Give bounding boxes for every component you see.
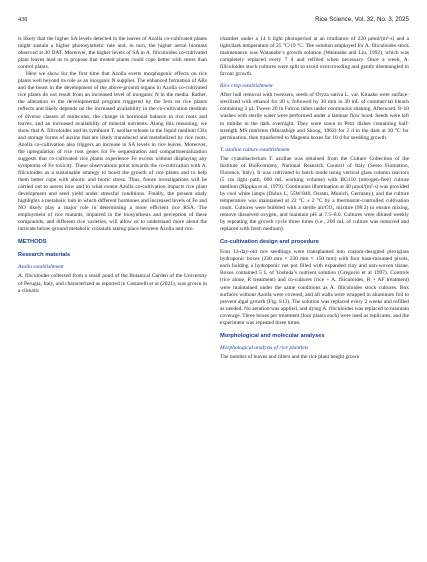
two-column-body bbox=[18, 36, 409, 361]
subsubsection-heading-morph-analysis: Morphological analysis of rice plantlets bbox=[220, 344, 309, 351]
page-header bbox=[18, 16, 409, 26]
body-paragraph: The cyanobacterium T. azollae was obtained from the Culture Collection of the Institute of BioEconomy, National Research Council of Italy (Sesto Fiorentino, Florence, Italy). It was cultivated in batch mode using vertical glass column reactors (5 cm light path, 600 mL working volume) with BG110 (nitrogen-free) culture medium (Rippka et al, 1979). Continuous illumination at 40 μmol/(m²·s) was provided by cool white lamps (Dulux L, 55W/840, Osram, Munich, Germany), and the culture temperature was maintained at 22 °C ± 2 °C by a thermostat-controlled cultivation room. Cultures were bubbled with a sterile air/CO₂ mixture (98:2) to ensure mixing, remove dissolved oxygen, and maintain pH at 7.5–8.0. Cultures were diluted weekly by repeating the growth cycle three times (i.e., 200 mL of culture was removed and replaced with fresh medium). bbox=[220, 155, 409, 233]
subsection-heading-cocultivation: Co-cultivation design and procedure bbox=[220, 239, 319, 246]
body-paragraph: The number of leaves and tillers and the rice plant height grown bbox=[220, 353, 360, 360]
left-column bbox=[18, 36, 207, 361]
subsection-heading-research-materials: Research materials bbox=[18, 252, 71, 259]
body-paragraph: Four 13-day-old rice seedlings were transplanted into custom-designed plexiglass hydroponic boxes (230 mm × 230 mm × 150 mm) with four base-mounted pivots, each holding a hydroponic net pot filled with expanded clay and non-woven tissue. Boxes contained 5 L of Yoshida’s nutrient solution (Gregorio et al 1997). Controls (rice alone, R treatment) and co-cultures (rice + A. filiculoides, R + AF treatment) were maintained under the same conditions as A. filiculoides stock cultures. Box surfaces without Azolla were covered, and all walls were wrapped in aluminum foil to prevent algal growth (Fig. S13). The solution was replaced every 2 weeks and refilled as needed. No aeration was applied, and dying A. filiculoides was replaced to maintain coverage. Three boxes per treatment (four plants each) were used as replicates, and the experiment was repeated three times. bbox=[220, 249, 409, 326]
subsection-heading-morphological: Morphological and molecular analyses bbox=[220, 332, 325, 339]
subsubsection-heading-azolla: Azolla establishment bbox=[18, 264, 64, 271]
body-paragraph: After hull removal with tweezers, seeds of Oryza sativa L. var. Kitaake were surface-sterilized with ethanol for 30 s, followed by 30 min in 30 mL of commercial bleach containing 2 μL Tween 20 in Falcon tubes under continuous shaking. Afterward, 8–10 washes with sterile water were performed under a laminar flow hood. Seeds were left to imbibe in the dark overnight. They were sown in Petri dishes containing half-strength MS nutrients (Murashige and Skoog, 1962) for 2 d in the dark at 30 °C for germination, then transferred to Magenta boxes for 10 d for seedling growth. bbox=[220, 92, 409, 141]
body-paragraph: is likely that the higher SA levels detected in the leaves of Azolla co-cultivated plants might sustain a higher photosynthetic rate and, in turn, the higher aerial biomass observed at 30 DAT. Moreover, the higher levels of SA in A. filiculoides co-cultivated plant leaves lead us to propose that treated plants could cope better with stress than control plants. bbox=[18, 36, 207, 71]
subsubsection-heading-t-azollae: T. azollae culture establishment bbox=[220, 146, 290, 153]
journal-citation: Rice Science, Vol. 32, No. 3, 2025 bbox=[315, 16, 409, 23]
section-heading-methods: METHODS bbox=[18, 239, 47, 246]
page-number: 438 bbox=[18, 16, 28, 23]
right-column bbox=[220, 36, 409, 361]
body-paragraph: chamber under a 14 h light photoperiod at an irradiance of 220 μmol/(m²·s) and a light/dark temperature of 25 °C/19 °C. The solution employed for A. filiculoides stock maintenance was Watanabe’s growth solution (Watanabe and Liu, 1992), which was completely replaced every 7 d and refilled when necessary. Once a week, A. filiculoides stock cultures were split to avoid overcrowding and gently disentangled to favour growth. bbox=[220, 36, 409, 78]
body-paragraph: Here we show for the first time that Azolla exerts morphogenic effects on rice plants well beyond its role as an inorganic N supplier. The enhanced formation of ARs and the boost in the development of the above-ground organs in Azolla co-cultivated rice plants do not result from an increased level of inorganic N in the media. Rather, the alteration in the developmental program triggered by the fern on rice plants reflects and likely depends on the increased availability in the co-cultivation medium of diverse classes of molecules, the change in hormonal balance in rice roots and leaves, and an increased availability of mineral nutrients. Along this reasoning, we show that A. filiculoides and its symbiont T. azollae release in the liquid medium CKs and storage forms of auxins that are likely transduced and metabolized by rice roots. Azolla co-cultivation also triggers an increase in SA levels in rice leaves. Moreover, the upregulation of rice root genes for Fe sequestration and compartmentalization suggests that co-cultivated rice plants experience Fe excess without displaying any symptoms of Fe toxicity. These observations point towards the co-cultivation with A. filiculoides as a sustainable strategy to boost the growth of rice plants and to help them better cope with abiotic and biotic stress. Thus, future investigations will be carried out to assess how and to what extent Azolla co-cultivation impacts rice plant development and seed yield under stressful conditions. Finally, the present study highlights a metabolic hub in which different hormones and increased levels of Fe and NO likely play a major role in determining a more efficient rice RSA. The employment of rice mutants, impaired in the biosynthesis and perception of these compounds, and different rice varieties, will allow us to understand more about the intricate below-ground metabolic crosstalk taking place between Azolla and rice. bbox=[18, 71, 207, 233]
subsubsection-heading-rice-crop: Rice crop establishment bbox=[220, 83, 273, 90]
body-paragraph: A. filiculoides collected from a small pond of the Botanical Garden of the University of Perugia, Italy, and characterized as reported in Costarelli et al (2021), was grown in a climatic bbox=[18, 273, 207, 294]
